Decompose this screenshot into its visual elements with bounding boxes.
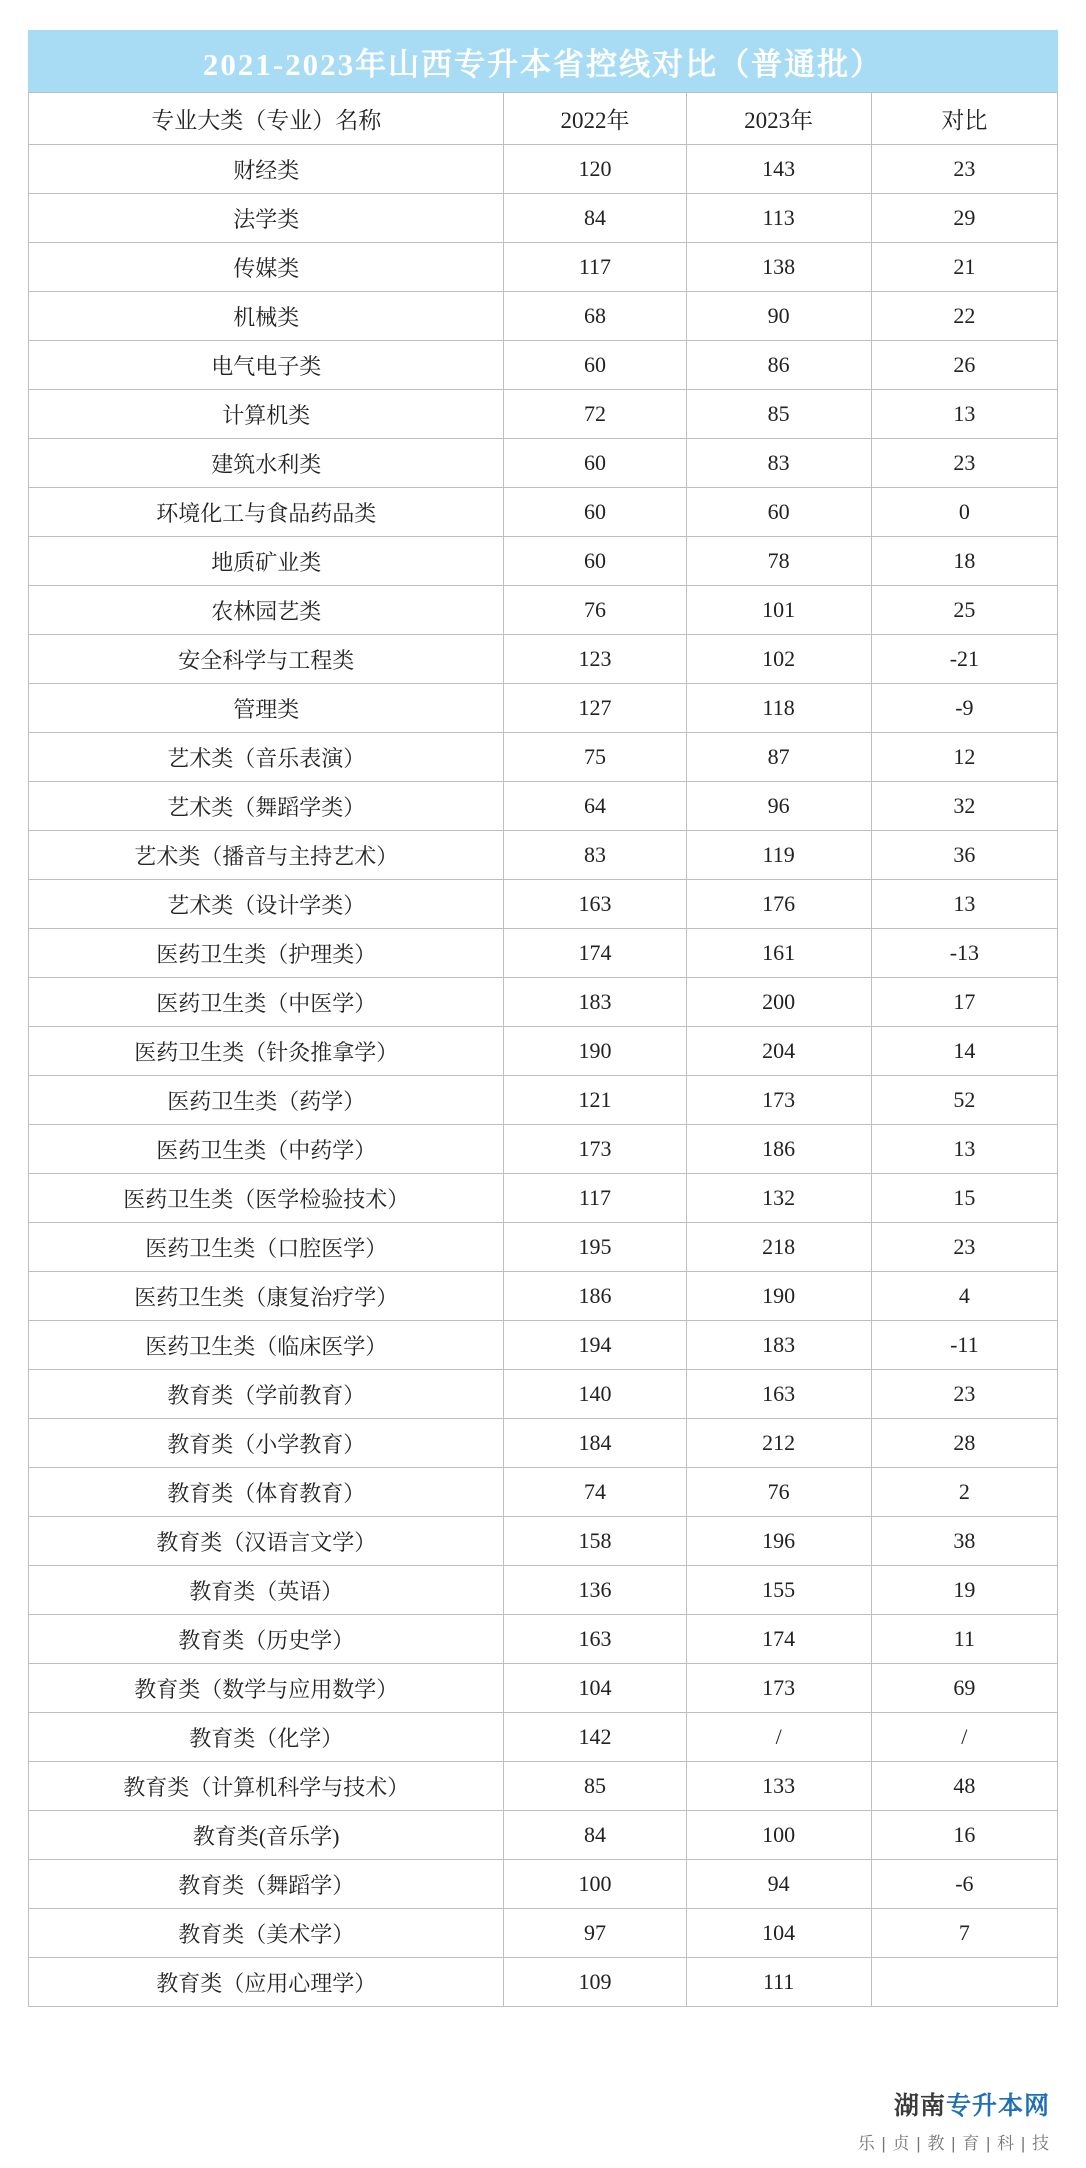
cell-score-diff: 38 — [871, 1517, 1057, 1566]
cell-score-2023: 118 — [686, 684, 871, 733]
cell-score-2022: 84 — [504, 194, 686, 243]
cell-score-2022: 163 — [504, 880, 686, 929]
cell-score-diff: 23 — [871, 1223, 1057, 1272]
cell-major-name: 安全科学与工程类 — [29, 635, 504, 684]
cell-major-name: 教育类（汉语言文学） — [29, 1517, 504, 1566]
cell-score-2023: 104 — [686, 1909, 871, 1958]
cell-score-2022: 109 — [504, 1958, 686, 2007]
cell-score-diff: 16 — [871, 1811, 1057, 1860]
cell-score-2022: 174 — [504, 929, 686, 978]
cell-score-2022: 100 — [504, 1860, 686, 1909]
table-row — [29, 1174, 1058, 1223]
cell-major-name: 医药卫生类（临床医学） — [29, 1321, 504, 1370]
cell-score-2022: 76 — [504, 586, 686, 635]
cell-score-2022: 72 — [504, 390, 686, 439]
cell-score-2023: 60 — [686, 488, 871, 537]
cell-score-2022: 173 — [504, 1125, 686, 1174]
cell-score-2023: 85 — [686, 390, 871, 439]
table-row — [29, 1860, 1058, 1909]
cell-major-name: 地质矿业类 — [29, 537, 504, 586]
table-row — [29, 537, 1058, 586]
cell-major-name: 医药卫生类（针灸推拿学） — [29, 1027, 504, 1076]
table-header-row — [29, 93, 1058, 145]
cell-score-diff: -9 — [871, 684, 1057, 733]
cell-score-2023: 204 — [686, 1027, 871, 1076]
cell-major-name: 医药卫生类（医学检验技术） — [29, 1174, 504, 1223]
table-row — [29, 1076, 1058, 1125]
cell-major-name: 传媒类 — [29, 243, 504, 292]
cell-score-2023: 200 — [686, 978, 871, 1027]
cell-score-diff: 22 — [871, 292, 1057, 341]
table-row — [29, 243, 1058, 292]
cell-score-diff: 12 — [871, 733, 1057, 782]
cell-score-2022: 163 — [504, 1615, 686, 1664]
cell-score-diff: -6 — [871, 1860, 1057, 1909]
cell-score-2022: 68 — [504, 292, 686, 341]
cell-score-2023: 190 — [686, 1272, 871, 1321]
cell-score-2022: 104 — [504, 1664, 686, 1713]
table-header — [29, 93, 1058, 145]
table-row — [29, 586, 1058, 635]
cell-major-name: 建筑水利类 — [29, 439, 504, 488]
table-row — [29, 782, 1058, 831]
cell-score-2022: 97 — [504, 1909, 686, 1958]
table-row — [29, 880, 1058, 929]
cell-score-diff: / — [871, 1713, 1057, 1762]
table-row — [29, 1419, 1058, 1468]
cell-score-2023: 102 — [686, 635, 871, 684]
column-header-major: 专业大类（专业）名称 — [29, 93, 504, 145]
cell-major-name: 教育类（学前教育） — [29, 1370, 504, 1419]
cell-score-diff: -11 — [871, 1321, 1057, 1370]
cell-score-2023: 90 — [686, 292, 871, 341]
cell-major-name: 管理类 — [29, 684, 504, 733]
cell-score-2022: 158 — [504, 1517, 686, 1566]
table-row — [29, 1468, 1058, 1517]
cell-score-2023: 174 — [686, 1615, 871, 1664]
watermark-subtitle: 乐 | 贞 | 教 | 育 | 科 | 技 — [857, 2134, 1050, 2153]
cell-score-diff: 26 — [871, 341, 1057, 390]
cell-major-name: 艺术类（舞蹈学类） — [29, 782, 504, 831]
cell-major-name: 机械类 — [29, 292, 504, 341]
cell-score-2023: 76 — [686, 1468, 871, 1517]
cell-score-2022: 140 — [504, 1370, 686, 1419]
cell-score-2023: 133 — [686, 1762, 871, 1811]
cell-major-name: 教育类(音乐学) — [29, 1811, 504, 1860]
table-row — [29, 1027, 1058, 1076]
cell-score-diff: 23 — [871, 1370, 1057, 1419]
table-row — [29, 1321, 1058, 1370]
cell-major-name: 环境化工与食品药品类 — [29, 488, 504, 537]
cell-major-name: 教育类（数学与应用数学） — [29, 1664, 504, 1713]
cell-score-2023: 78 — [686, 537, 871, 586]
cell-score-2022: 184 — [504, 1419, 686, 1468]
cell-score-2023: 111 — [686, 1958, 871, 2007]
watermark-main-right: 专升本网 — [945, 2092, 1050, 2120]
cell-score-2022: 60 — [504, 341, 686, 390]
table-row — [29, 1664, 1058, 1713]
cell-score-2023: 101 — [686, 586, 871, 635]
table-row — [29, 488, 1058, 537]
cell-score-2023: 143 — [686, 145, 871, 194]
table-row — [29, 1125, 1058, 1174]
cell-score-diff: 13 — [871, 880, 1057, 929]
cell-score-diff: 15 — [871, 1174, 1057, 1223]
cell-score-2022: 194 — [504, 1321, 686, 1370]
page-title: 2021-2023年山西专升本省控线对比（普通批） — [202, 46, 884, 82]
cell-score-2023: 186 — [686, 1125, 871, 1174]
column-header-diff: 对比 — [871, 93, 1057, 145]
cell-score-diff: 18 — [871, 537, 1057, 586]
cell-score-2023: 100 — [686, 1811, 871, 1860]
cell-score-diff: 13 — [871, 1125, 1057, 1174]
cell-score-2023: 183 — [686, 1321, 871, 1370]
cell-major-name: 教育类（应用心理学） — [29, 1958, 504, 2007]
cell-score-diff: 69 — [871, 1664, 1057, 1713]
table-title-bar — [28, 30, 1058, 92]
cell-score-2022: 127 — [504, 684, 686, 733]
cell-score-diff: 32 — [871, 782, 1057, 831]
table-row — [29, 929, 1058, 978]
cell-score-2023: 87 — [686, 733, 871, 782]
cell-score-diff: 23 — [871, 439, 1057, 488]
table-row — [29, 1272, 1058, 1321]
table-row — [29, 145, 1058, 194]
table-row — [29, 1762, 1058, 1811]
cell-score-2022: 117 — [504, 243, 686, 292]
cell-major-name: 教育类（化学） — [29, 1713, 504, 1762]
score-comparison-table — [28, 92, 1058, 2007]
watermark-logo — [894, 2086, 1050, 2122]
cell-score-diff: 23 — [871, 145, 1057, 194]
cell-major-name: 医药卫生类（康复治疗学） — [29, 1272, 504, 1321]
cell-score-2022: 60 — [504, 488, 686, 537]
cell-major-name: 教育类（英语） — [29, 1566, 504, 1615]
cell-score-2023: 155 — [686, 1566, 871, 1615]
cell-score-2023: 176 — [686, 880, 871, 929]
cell-major-name: 医药卫生类（口腔医学） — [29, 1223, 504, 1272]
cell-score-2022: 75 — [504, 733, 686, 782]
cell-score-2023: 218 — [686, 1223, 871, 1272]
cell-score-2023: 96 — [686, 782, 871, 831]
cell-major-name: 教育类（历史学） — [29, 1615, 504, 1664]
column-header-2022: 2022年 — [504, 93, 686, 145]
cell-major-name: 法学类 — [29, 194, 504, 243]
cell-major-name: 计算机类 — [29, 390, 504, 439]
table-row — [29, 1811, 1058, 1860]
table-row — [29, 1615, 1058, 1664]
cell-score-diff: 11 — [871, 1615, 1057, 1664]
cell-major-name: 教育类（舞蹈学） — [29, 1860, 504, 1909]
cell-score-2023: 173 — [686, 1076, 871, 1125]
cell-score-diff: 25 — [871, 586, 1057, 635]
table-row — [29, 978, 1058, 1027]
cell-score-diff: 14 — [871, 1027, 1057, 1076]
cell-score-diff: 21 — [871, 243, 1057, 292]
table-row — [29, 341, 1058, 390]
table-row — [29, 831, 1058, 880]
table-row — [29, 1223, 1058, 1272]
table-row — [29, 1566, 1058, 1615]
cell-major-name: 财经类 — [29, 145, 504, 194]
table-row — [29, 684, 1058, 733]
cell-score-diff: 13 — [871, 390, 1057, 439]
cell-score-2022: 142 — [504, 1713, 686, 1762]
cell-major-name: 医药卫生类（护理类） — [29, 929, 504, 978]
cell-score-2022: 60 — [504, 537, 686, 586]
table-row — [29, 635, 1058, 684]
cell-score-2022: 84 — [504, 1811, 686, 1860]
cell-score-diff: 48 — [871, 1762, 1057, 1811]
cell-score-diff: 29 — [871, 194, 1057, 243]
cell-major-name: 教育类（体育教育） — [29, 1468, 504, 1517]
cell-major-name: 农林园艺类 — [29, 586, 504, 635]
cell-score-diff: -21 — [871, 635, 1057, 684]
cell-score-diff: -13 — [871, 929, 1057, 978]
table-row — [29, 1713, 1058, 1762]
cell-score-diff: 19 — [871, 1566, 1057, 1615]
watermark-main-left: 湖南 — [893, 2092, 946, 2120]
cell-major-name: 医药卫生类（中医学） — [29, 978, 504, 1027]
cell-score-2022: 123 — [504, 635, 686, 684]
cell-score-2023: 132 — [686, 1174, 871, 1223]
cell-major-name: 电气电子类 — [29, 341, 504, 390]
cell-score-2023: / — [686, 1713, 871, 1762]
cell-score-2022: 74 — [504, 1468, 686, 1517]
cell-score-2022: 83 — [504, 831, 686, 880]
cell-major-name: 艺术类（播音与主持艺术） — [29, 831, 504, 880]
column-header-2023: 2023年 — [686, 93, 871, 145]
cell-major-name: 医药卫生类（药学） — [29, 1076, 504, 1125]
table-row — [29, 1517, 1058, 1566]
cell-score-2023: 83 — [686, 439, 871, 488]
cell-major-name: 教育类（美术学） — [29, 1909, 504, 1958]
cell-major-name: 教育类（计算机科学与技术） — [29, 1762, 504, 1811]
table-row — [29, 292, 1058, 341]
cell-score-2023: 138 — [686, 243, 871, 292]
cell-score-2022: 136 — [504, 1566, 686, 1615]
table-row — [29, 1909, 1058, 1958]
cell-score-diff: 17 — [871, 978, 1057, 1027]
cell-score-2023: 173 — [686, 1664, 871, 1713]
cell-score-diff: 52 — [871, 1076, 1057, 1125]
cell-score-2022: 117 — [504, 1174, 686, 1223]
cell-score-2023: 86 — [686, 341, 871, 390]
cell-score-2023: 119 — [686, 831, 871, 880]
cell-score-diff: 2 — [871, 1468, 1057, 1517]
table-row — [29, 390, 1058, 439]
cell-score-2022: 120 — [504, 145, 686, 194]
cell-score-2022: 195 — [504, 1223, 686, 1272]
cell-score-diff: 7 — [871, 1909, 1057, 1958]
table-row — [29, 1370, 1058, 1419]
cell-score-2023: 113 — [686, 194, 871, 243]
cell-score-2023: 196 — [686, 1517, 871, 1566]
cell-score-2023: 94 — [686, 1860, 871, 1909]
cell-score-2022: 190 — [504, 1027, 686, 1076]
table-row — [29, 194, 1058, 243]
cell-score-2022: 60 — [504, 439, 686, 488]
cell-major-name: 医药卫生类（中药学） — [29, 1125, 504, 1174]
cell-major-name: 艺术类（设计学类） — [29, 880, 504, 929]
cell-score-2023: 212 — [686, 1419, 871, 1468]
cell-score-2022: 186 — [504, 1272, 686, 1321]
cell-score-diff: 36 — [871, 831, 1057, 880]
table-row — [29, 1958, 1058, 2007]
cell-score-diff — [871, 1958, 1057, 2007]
cell-score-2022: 121 — [504, 1076, 686, 1125]
table-row — [29, 439, 1058, 488]
cell-major-name: 艺术类（音乐表演） — [29, 733, 504, 782]
cell-score-diff: 28 — [871, 1419, 1057, 1468]
cell-score-2022: 64 — [504, 782, 686, 831]
cell-score-2023: 163 — [686, 1370, 871, 1419]
table-row — [29, 733, 1058, 782]
cell-score-diff: 0 — [871, 488, 1057, 537]
cell-score-2023: 161 — [686, 929, 871, 978]
cell-major-name: 教育类（小学教育） — [29, 1419, 504, 1468]
table-body — [29, 145, 1058, 2007]
cell-score-2022: 183 — [504, 978, 686, 1027]
cell-score-2022: 85 — [504, 1762, 686, 1811]
cell-score-diff: 4 — [871, 1272, 1057, 1321]
